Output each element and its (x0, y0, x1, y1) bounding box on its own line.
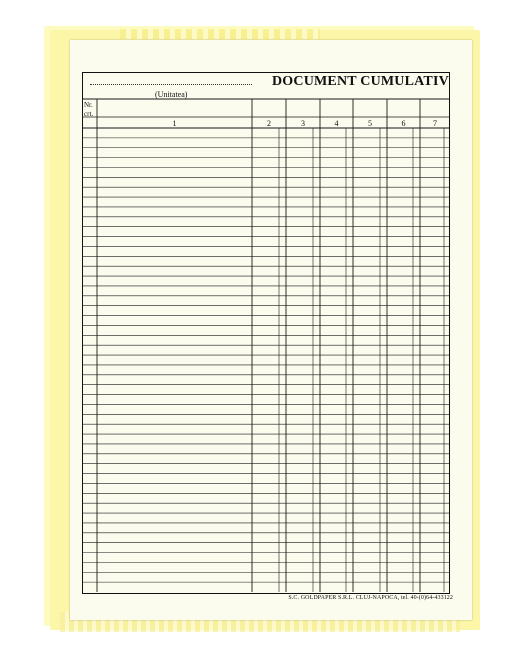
document-title: DOCUMENT CUMULATIV (272, 74, 449, 89)
column-number-5: 5 (368, 119, 372, 128)
unit-label: (Unitatea) (155, 90, 188, 99)
printer-footer: S.C. GOLDPAPER S.R.L. CLUJ-NAPOCA, tel. 40-(0)64-433122 (288, 595, 453, 601)
column-number-4: 4 (334, 119, 339, 128)
row-number-header-crt: crt. (84, 110, 94, 118)
column-number-2: 2 (267, 119, 271, 128)
column-number-1: 1 (172, 119, 177, 128)
row-number-header-nr: Nr. (84, 101, 93, 109)
column-number-3: 3 (301, 119, 305, 128)
column-number-6: 6 (401, 119, 406, 128)
column-number-7: 7 (433, 119, 437, 128)
